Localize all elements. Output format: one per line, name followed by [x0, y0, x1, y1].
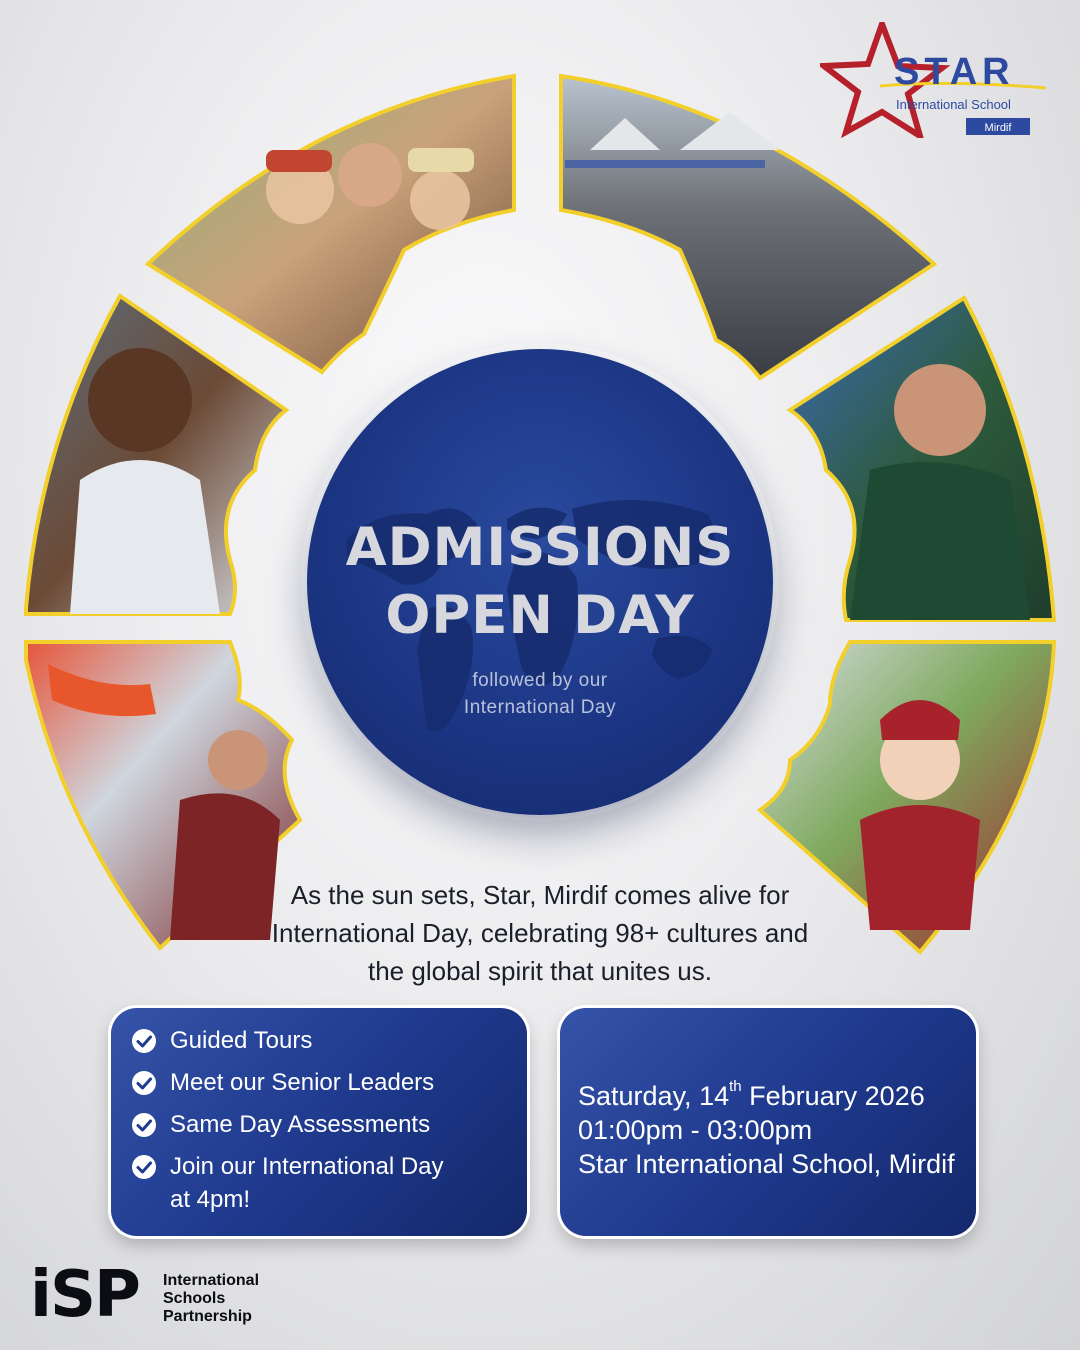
isp-partner-logo [30, 1258, 310, 1332]
features-box [111, 1008, 527, 1236]
isp-logo-line-2: Schools [163, 1290, 226, 1307]
feature-label: Guided Tours [170, 1027, 313, 1054]
isp-logo-mark: iSP [30, 1258, 139, 1332]
check-circle-icon [131, 1028, 157, 1054]
feature-label-main: Join our International Day [170, 1153, 444, 1180]
feature-list [131, 1026, 507, 1215]
headline-line-2: OPEN DAY [385, 585, 695, 646]
description-line-1: As the sun sets, Star, Mirdif comes alive for [290, 880, 790, 910]
event-month-year: February 2026 [741, 1081, 925, 1111]
feature-label [170, 1152, 444, 1215]
logo-school-subtitle: International School [896, 97, 1011, 112]
star-school-logo [820, 22, 1046, 138]
headline-circle [307, 349, 773, 815]
photo-mid-right [790, 298, 1054, 620]
subheadline-line-2: International Day [463, 697, 617, 718]
event-day: Saturday, 14 [578, 1081, 730, 1111]
photo-top-left [148, 76, 514, 372]
logo-campus: Mirdif [984, 122, 1012, 134]
feature-label-sub: at 4pm! [170, 1186, 251, 1213]
isp-logo-line-1: International [163, 1272, 260, 1289]
feature-item-assessments [131, 1110, 507, 1140]
check-circle-icon [131, 1070, 157, 1096]
photo-mid-left [26, 296, 286, 614]
logo-school-name: STAR [894, 51, 1015, 93]
feature-item-senior-leaders [131, 1068, 507, 1098]
subheadline-line-1: followed by our [472, 670, 608, 691]
world-map-icon [307, 349, 773, 815]
check-circle-icon [131, 1112, 157, 1138]
event-date [578, 1074, 976, 1113]
description-text [230, 876, 850, 990]
event-venue: Star International School, Mirdif [578, 1149, 955, 1179]
event-details-box [560, 1008, 976, 1236]
headline-line-1: ADMISSIONS [345, 517, 735, 578]
isp-logo-text [163, 1272, 259, 1326]
feature-item-guided-tours [131, 1026, 507, 1056]
event-time: 01:00pm - 03:00pm [578, 1115, 813, 1145]
feature-item-international-day [131, 1152, 507, 1215]
feature-label: Meet our Senior Leaders [170, 1069, 435, 1096]
event-ordinal: th [729, 1078, 742, 1095]
description-line-2: International Day, celebrating 98+ cultures and [271, 918, 809, 948]
isp-logo-line-3: Partnership [163, 1308, 252, 1325]
description-line-3: the global spirit that unites us. [368, 956, 712, 986]
feature-label: Same Day Assessments [170, 1111, 431, 1138]
check-circle-icon [131, 1154, 157, 1180]
